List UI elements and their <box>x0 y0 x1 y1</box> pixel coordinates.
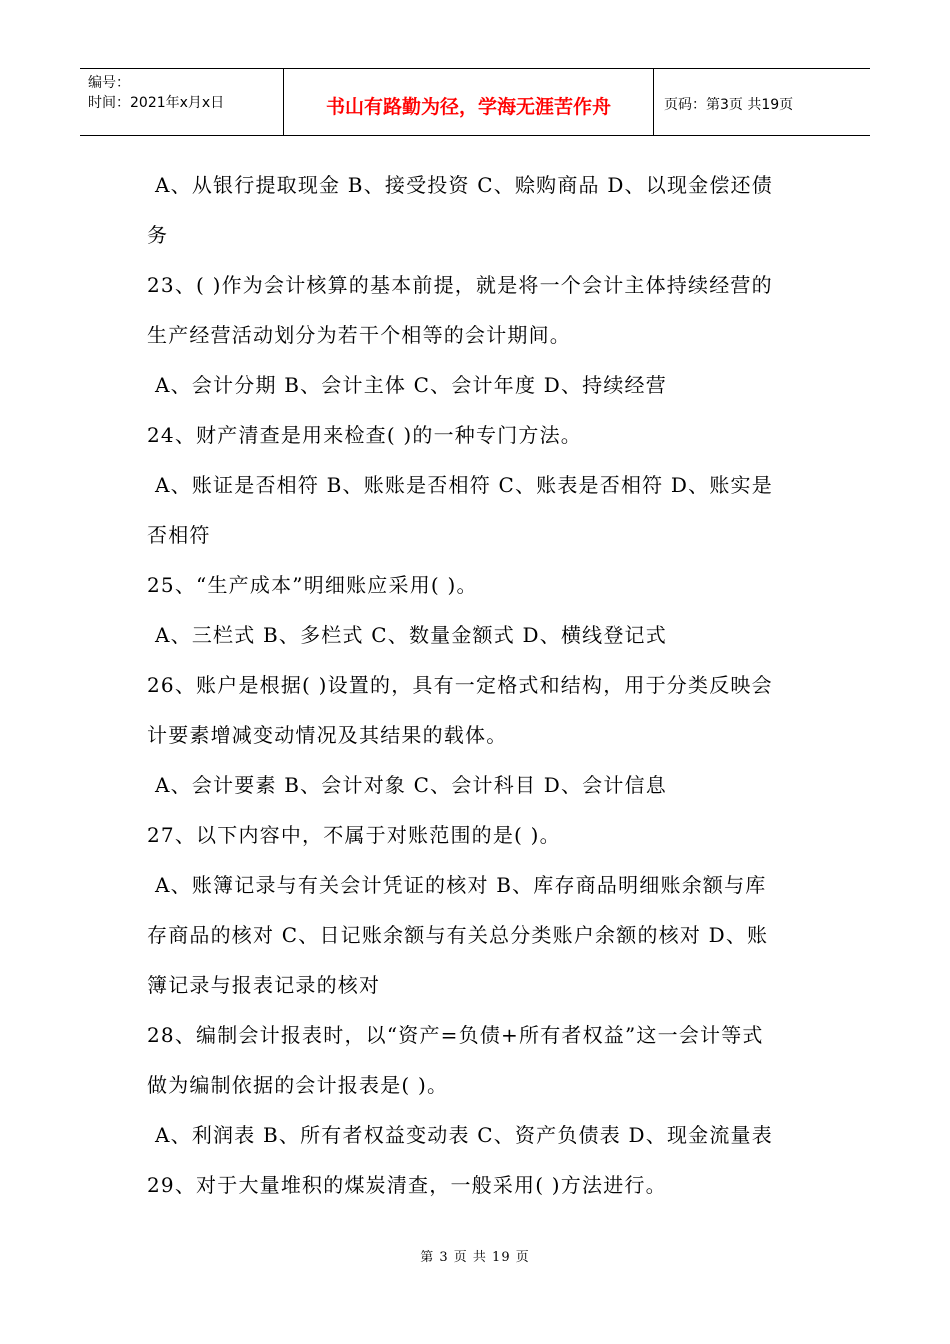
text-line: 25、“生产成本”明细账应采用( )。 <box>147 573 478 597</box>
text-line: 23、( )作为会计核算的基本前提，就是将一个会计主体持续经营的 <box>147 273 773 297</box>
page-header <box>80 68 870 136</box>
document-time: 时间：2021年x月x日 <box>88 95 225 111</box>
text-line: 24、财产清查是用来检查( )的一种专门方法。 <box>147 423 583 447</box>
text-line: A、账簿记录与有关会计凭证的核对 B、库存商品明细账余额与库 <box>155 873 767 897</box>
text-line: A、账证是否相符 B、账账是否相符 C、账表是否相符 D、账实是 <box>155 473 773 497</box>
text-line: 否相符 <box>147 523 211 547</box>
header-page-info: 页码：第3页 共19页 <box>664 97 794 113</box>
text-line: 务 <box>147 223 169 247</box>
text-line: 29、对于大量堆积的煤炭清查，一般采用( )方法进行。 <box>147 1173 667 1197</box>
text-line: 28、编制会计报表时，以“资产=负债+所有者权益”这一会计等式 <box>147 1023 764 1047</box>
text-line: 27、以下内容中，不属于对账范围的是( )。 <box>147 823 561 847</box>
document-number-label: 编号： <box>88 75 130 91</box>
text-line: A、三栏式 B、多栏式 C、数量金额式 D、横线登记式 <box>155 623 667 647</box>
text-line: A、会计要素 B、会计对象 C、会计科目 D、会计信息 <box>155 773 667 797</box>
header-meta <box>80 69 284 135</box>
text-line: 簿记录与报表记录的核对 <box>147 973 381 997</box>
text-line: 26、账户是根据( )设置的，具有一定格式和结构，用于分类反映会 <box>147 673 773 697</box>
text-line: A、利润表 B、所有者权益变动表 C、资产负债表 D、现金流量表 <box>155 1123 773 1147</box>
header-motto: 书山有路勤为径，学海无涯苦作舟 <box>284 69 654 135</box>
text-line: 存商品的核对 C、日记账余额与有关总分类账户余额的核对 D、账 <box>147 923 769 947</box>
page-footer: 第 3 页 共 19 页 <box>420 1250 530 1265</box>
text-line: 做为编制依据的会计报表是( )。 <box>147 1073 449 1097</box>
text-line: 计要素增减变动情况及其结果的载体。 <box>147 723 508 747</box>
text-line: A、从银行提取现金 B、接受投资 C、赊购商品 D、以现金偿还债 <box>155 173 773 197</box>
document-body <box>147 160 817 1210</box>
text-line: A、会计分期 B、会计主体 C、会计年度 D、持续经营 <box>155 373 667 397</box>
text-line: 生产经营活动划分为若干个相等的会计期间。 <box>147 323 571 347</box>
